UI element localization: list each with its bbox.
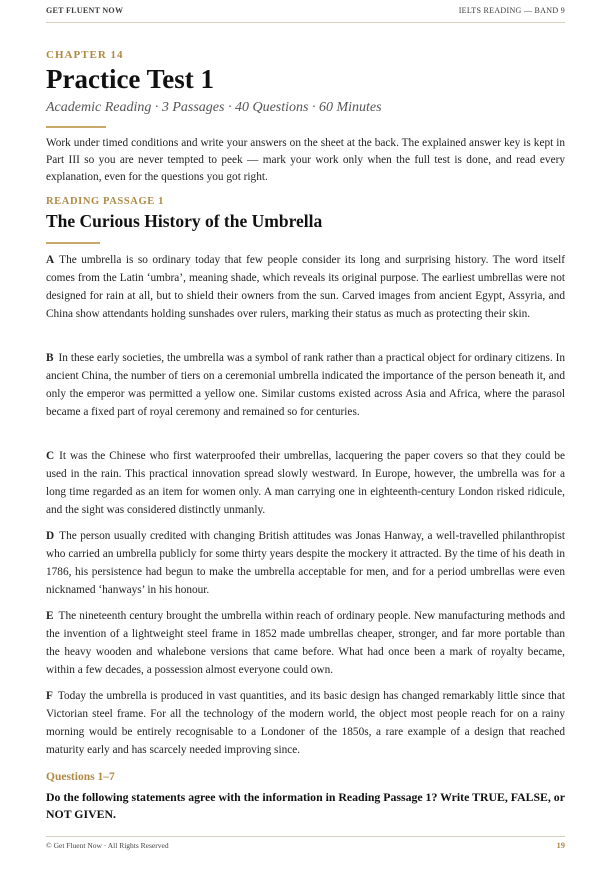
passage-title: The Curious History of the Umbrella <box>46 211 323 231</box>
paragraph-letter: D <box>46 530 55 542</box>
passage-accent-rule <box>46 242 100 244</box>
header-section: IELTS READING — BAND 9 <box>458 6 565 15</box>
paragraph-letter: C <box>46 450 55 462</box>
paragraph-text: The umbrella is so ordinary today that few people consider its long and surprising history. The word itself comes from the Latin ‘umbra’, meaning shade, which reveals its original purpose. The earliest umbrellas were not designed for rain at all, but to shield their owners from the sun. Carved images from ancient Egypt, Assyria, and China show attendants holding sunshades over rulers, marking their status as much as protecting their skin. <box>46 254 565 320</box>
footer-copyright: © Get Fluent Now · All Rights Reserved <box>46 841 169 850</box>
intro-text: Work under timed conditions and write your answers on the sheet at the back. The explained answer key is kept in Part III so you are never tempted to peek — mark your work only when the full test is done, and read every explanation, even for the questions you got right. <box>46 137 565 183</box>
page-subtitle: Academic Reading · 3 Passages · 40 Questions · 60 Minutes <box>46 100 382 115</box>
paragraph-text: It was the Chinese who first waterproofed their umbrellas, lacquering the paper covers so that they could be used in the rain. This practical innovation spread slowly westward. In Europe, however, the umbrella was for a long time regarded as an item for women only. A man carrying one in eighteenth-century London risked ridicule, and the sight was considered distinctly unmanly. <box>46 450 565 516</box>
paragraph-text: Today the umbrella is produced in vast quantities, and its basic design has changed remarkably little since that Victorian steel frame. For all the technology of the modern world, the object most people reach for on a rainy morning would be entirely recognisable to a Londoner of the 1850s, a rare example of a design that reached maturity early and has scarcely needed improving since. <box>46 690 565 756</box>
passage-label: READING PASSAGE 1 <box>46 196 164 207</box>
running-header <box>46 4 565 18</box>
passage-paragraph-d <box>46 527 565 599</box>
paragraph-text: In these early societies, the umbrella was a symbol of rank rather than a practical object for ordinary citizens. In ancient China, the number of tiers on a ceremonial umbrella indicated the importance of the person beneath it, and only the emperor was permitted a yellow one. Similar customs existed across Asia and Africa, where the parasol became a fixed part of royal ceremony and remained so for centuries. <box>46 352 565 418</box>
passage-paragraph-f <box>46 687 565 759</box>
passage-paragraph-a <box>46 251 565 323</box>
page-number: 19 <box>556 840 565 850</box>
passage-paragraph-b <box>46 349 565 421</box>
paragraph-letter: A <box>46 254 55 266</box>
passage-paragraph-c <box>46 447 565 519</box>
footer-divider <box>46 836 565 837</box>
paragraph-letter: F <box>46 690 53 702</box>
paragraph-text: The person usually credited with changing British attitudes was Jonas Hanway, a well-travelled philanthropist who carried an umbrella publicly for some thirty years despite the mockery it attracted. By the time of his death in 1786, his persistence had begun to make the umbrella acceptable for men, and for a period umbrellas were even nicknamed ‘hanways’ in his honour. <box>46 530 565 596</box>
questions-instruction: Do the following statements agree with the information in Reading Passage 1? Write TRUE, FALSE, or NOT GIVEN. <box>46 790 565 821</box>
passage-paragraph-e <box>46 607 565 679</box>
paragraph-letter: B <box>46 352 54 364</box>
title-accent-rule <box>46 126 106 128</box>
paragraph-letter: E <box>46 610 54 622</box>
chapter-label: CHAPTER 14 <box>46 49 124 61</box>
header-divider <box>46 22 565 23</box>
page-title: Practice Test 1 <box>46 64 214 94</box>
questions-label: Questions 1–7 <box>46 771 115 783</box>
paragraph-text: The nineteenth century brought the umbrella within reach of ordinary people. New manufacturing methods and the invention of a lightweight steel frame in 1852 made umbrellas cheaper, stronger, and far more portable than the heavy wooden and whalebone versions that came before. What had once been a mark of royalty became, within a few decades, a possession almost everyone could own. <box>46 610 565 676</box>
header-brand: GET FLUENT NOW <box>46 6 124 15</box>
